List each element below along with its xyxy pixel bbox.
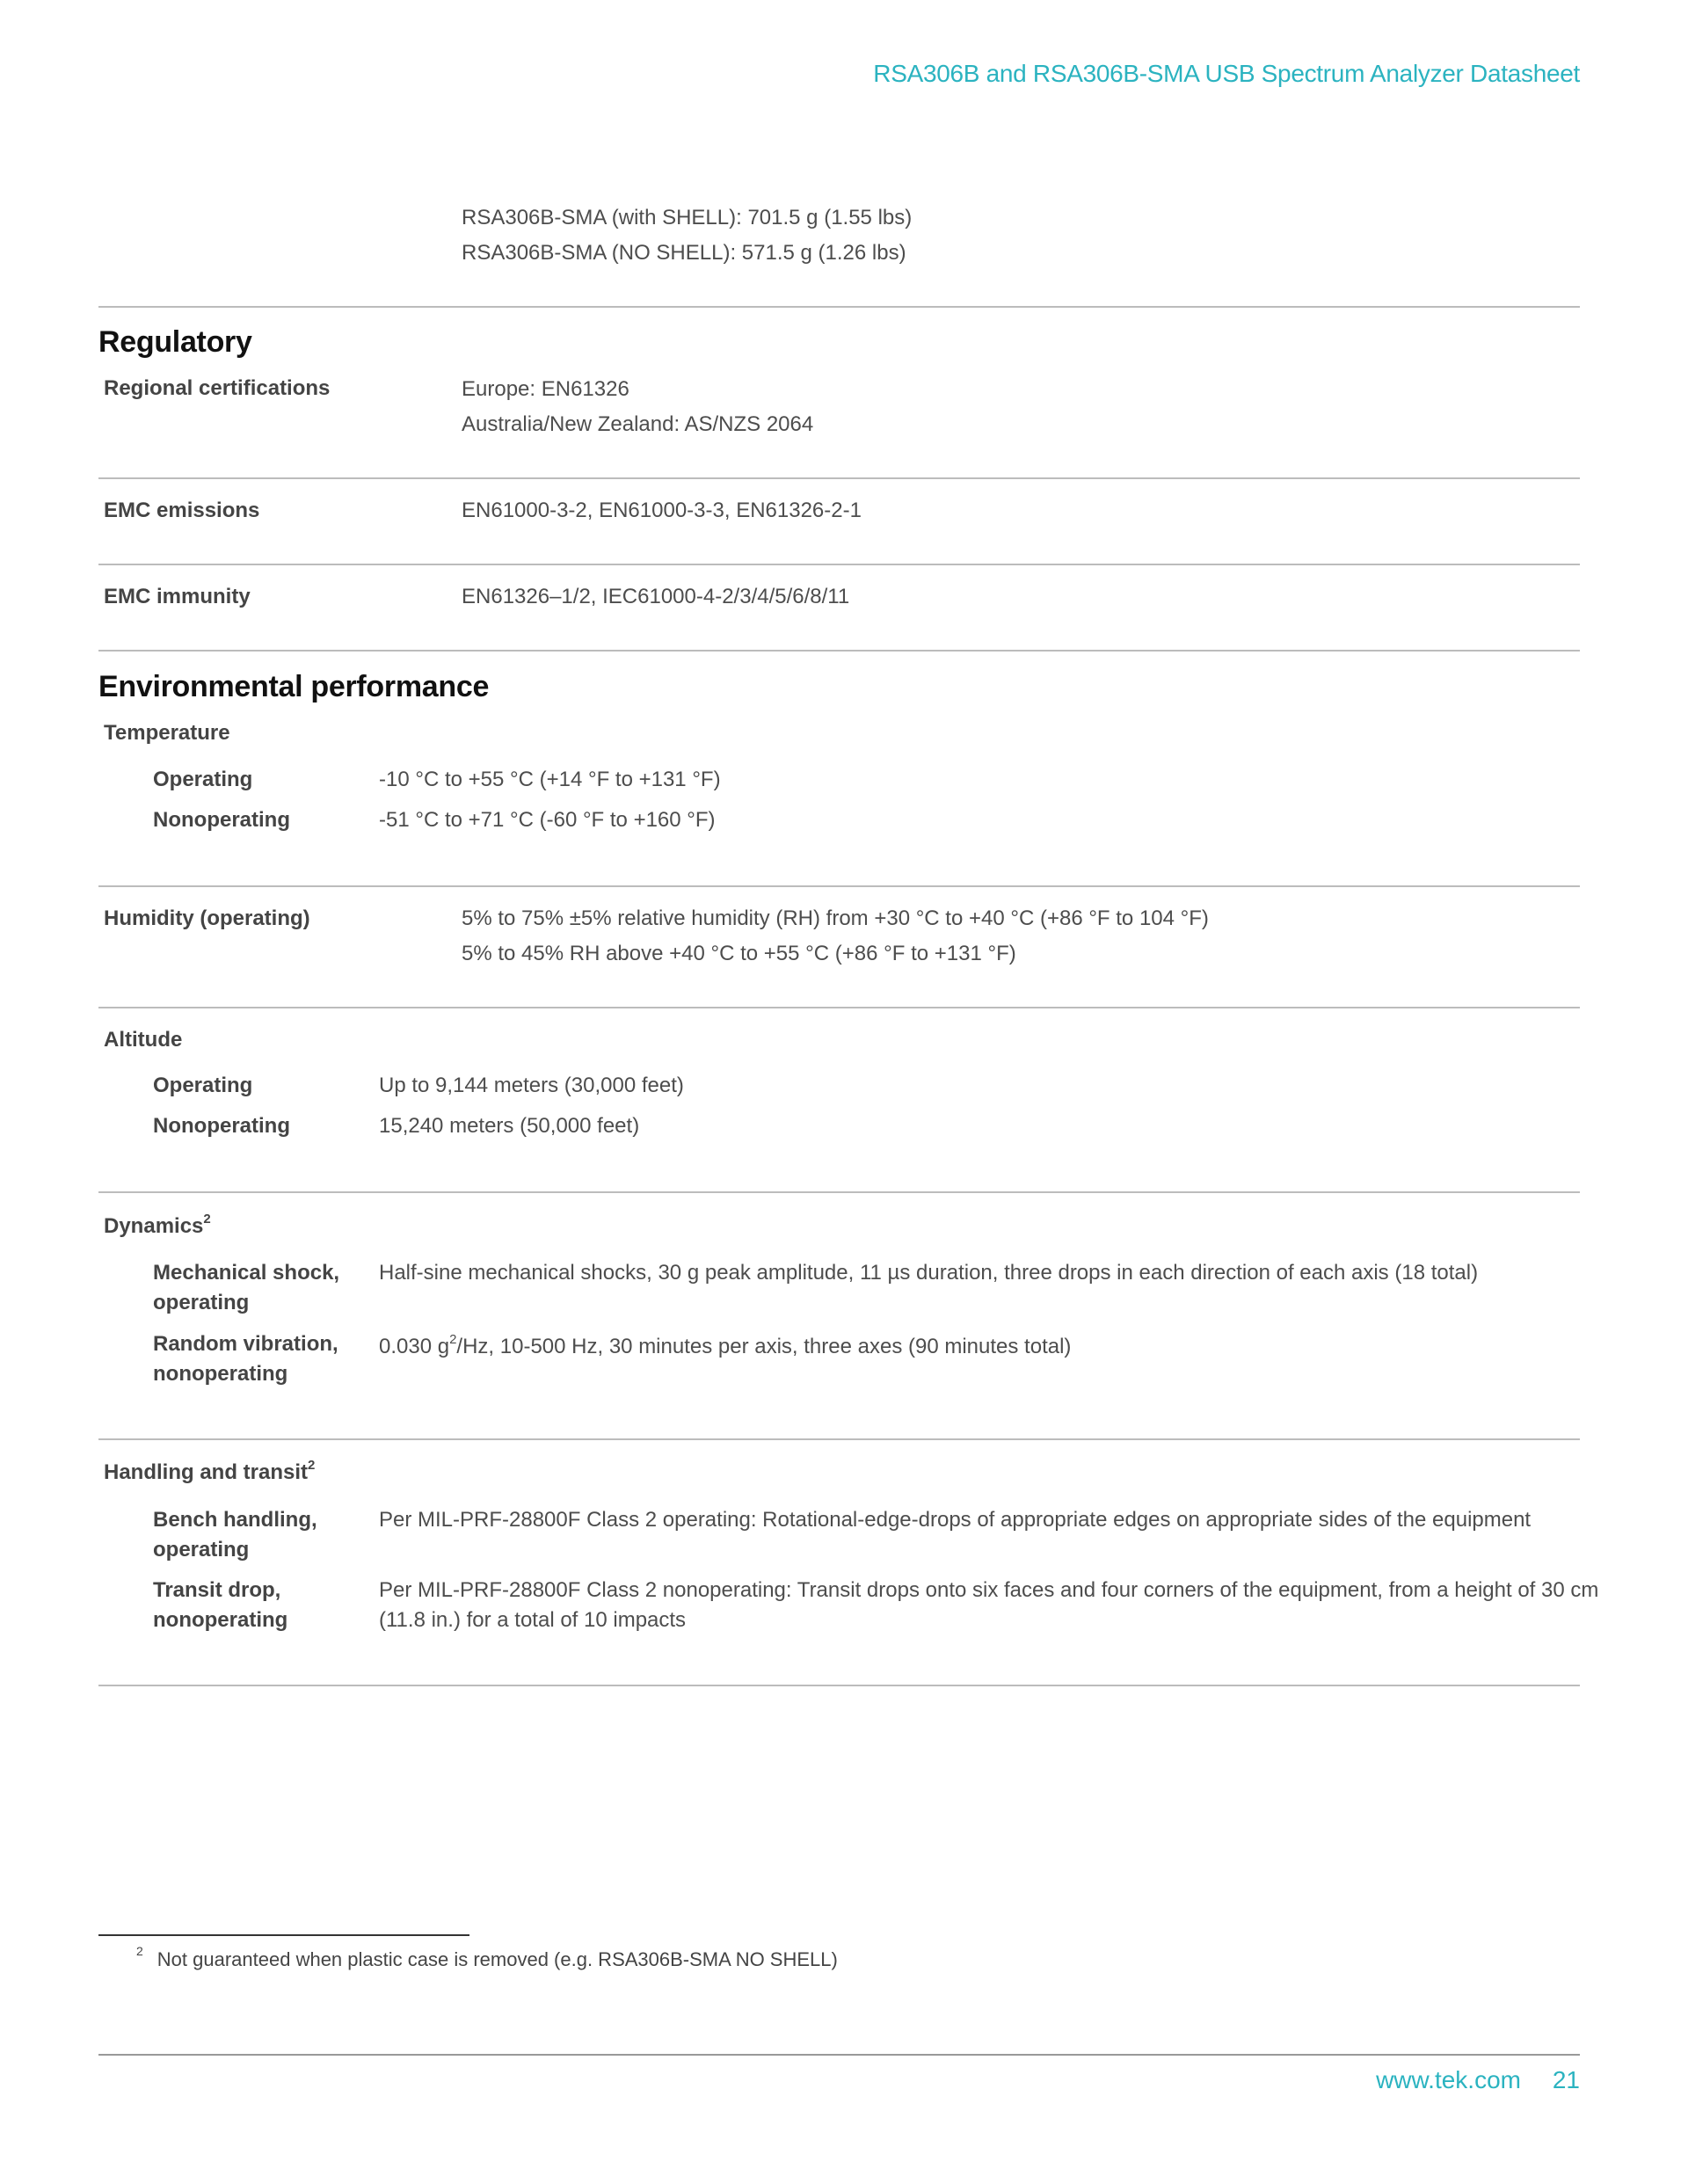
divider	[98, 885, 1580, 887]
footnote-ref: 2	[203, 1212, 211, 1227]
humidity-value: 5% to 75% ±5% relative humidity (RH) from +30 °C to +40 °C (+86 °F to 104 °F)	[462, 906, 1209, 930]
regional-certifications-value: Australia/New Zealand: AS/NZS 2064	[462, 412, 814, 436]
footnote: $^2$ Not guaranteed when plastic case is removed (e.g. RSA306B-SMA NO SHELL)	[136, 1943, 838, 1970]
regulatory-heading: Regulatory	[98, 325, 252, 359]
humidity-value: 5% to 45% RH above +40 °C to +55 °C (+86 °F to +131 °F)	[462, 942, 1016, 965]
dynamics-label: Dynamics$^2$	[104, 1212, 211, 1238]
bench-handling-value: Per MIL-PRF-28800F Class 2 operating: Rotational-edge-drops of appropriate edges on appropriate sides of the equipment	[379, 1508, 1532, 1532]
altitude-nonoperating-value: 15,240 meters (50,000 feet)	[379, 1114, 640, 1138]
altitude-operating-value: Up to 9,144 meters (30,000 feet)	[379, 1074, 684, 1097]
emc-immunity-value: EN61326–1/2, IEC61000-4-2/3/4/5/6/8/11	[462, 585, 850, 608]
altitude-label: Altitude	[104, 1028, 183, 1052]
divider	[98, 1191, 1580, 1193]
footnote-ref: 2	[308, 1458, 316, 1473]
page-header-title: RSA306B and RSA306B-SMA USB Spectrum Analyzer Datasheet	[873, 60, 1580, 87]
emc-emissions-value: EN61000-3-2, EN61000-3-3, EN61326-2-1	[462, 499, 862, 522]
footer-website-link[interactable]: www.tek.com	[1376, 2066, 1521, 2093]
footnote-divider	[98, 1934, 469, 1936]
divider	[98, 1007, 1580, 1008]
environmental-heading: Environmental performance	[98, 670, 490, 703]
divider	[98, 650, 1580, 652]
regional-certifications-value: Europe: EN61326	[462, 377, 629, 401]
weight-no-shell: RSA306B-SMA (NO SHELL): 571.5 g (1.26 lbs)	[462, 241, 906, 265]
temperature-nonoperating-value: -51 °C to +71 °C (-60 °F to +160 °F)	[379, 808, 716, 832]
humidity-label: Humidity (operating)	[104, 906, 310, 930]
divider	[98, 1438, 1580, 1440]
bench-handling-label: Bench handling, operating	[153, 1508, 317, 1562]
temperature-operating-label: Operating	[153, 768, 253, 791]
emc-immunity-label: EMC immunity	[104, 585, 251, 608]
altitude-nonoperating-label: Nonoperating	[153, 1114, 290, 1138]
mechanical-shock-label: Mechanical shock, operating	[153, 1261, 340, 1314]
weight-with-shell: RSA306B-SMA (with SHELL): 701.5 g (1.55 lbs)	[462, 206, 913, 229]
random-vibration-value: 0.030 $g^2/Hz$, 10-500 Hz, 30 minutes per axis, three axes (90 minutes total)	[379, 1332, 1072, 1358]
divider	[98, 306, 1580, 308]
temperature-operating-value: -10 °C to +55 °C (+14 °F to +131 °F)	[379, 768, 721, 791]
altitude-operating-label: Operating	[153, 1074, 253, 1097]
transit-drop-label: Transit drop, nonoperating	[153, 1578, 288, 1632]
regional-certifications-label: Regional certifications	[104, 376, 331, 400]
mechanical-shock-value: Half-sine mechanical shocks, 30 g peak amplitude, 11 µs duration, three drops in each direction of each axis (18 total)	[379, 1261, 1479, 1285]
random-vibration-label: Random vibration, nonoperating	[153, 1332, 338, 1386]
page-number: 21	[1552, 2066, 1580, 2093]
divider	[98, 477, 1580, 479]
temperature-nonoperating-label: Nonoperating	[153, 808, 290, 832]
temperature-label: Temperature	[104, 721, 230, 745]
divider	[98, 564, 1580, 565]
transit-drop-value: Per MIL-PRF-28800F Class 2 nonoperating: Transit drops onto six faces and four corners of the equipment, from a height of 30 cm (11.8 in.) for a total of 10 impacts	[379, 1578, 1599, 1632]
divider	[98, 1685, 1580, 1686]
emc-emissions-label: EMC emissions	[104, 499, 260, 522]
footer-divider	[98, 2054, 1580, 2056]
handling-transit-label: Handling and transit$^2$	[104, 1458, 316, 1484]
